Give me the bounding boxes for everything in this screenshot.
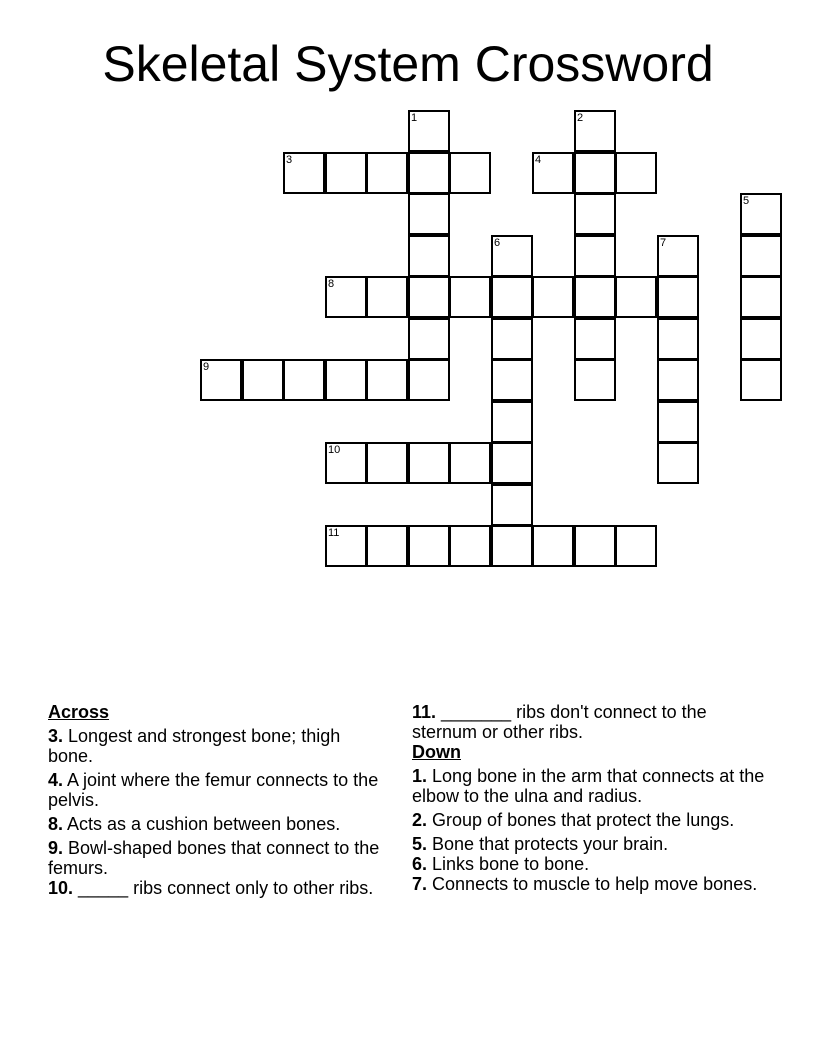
grid-cell-8[interactable]	[325, 276, 367, 318]
grid-cell[interactable]	[740, 235, 782, 277]
clue-text: _____ ribs connect only to other ribs.	[78, 878, 374, 898]
clue-number-label: 4	[535, 154, 542, 166]
grid-cell[interactable]	[615, 152, 657, 194]
down-heading: Down	[412, 742, 461, 762]
grid-cell[interactable]	[574, 235, 616, 277]
down-clue-6	[412, 854, 772, 874]
grid-cell-2[interactable]	[574, 110, 616, 152]
clue-number: 4.	[48, 770, 64, 790]
clue-number-label: 1	[411, 112, 418, 124]
clue-number-label: 2	[577, 112, 584, 124]
clue-text: Connects to muscle to help move bones.	[432, 874, 758, 894]
grid-cell[interactable]	[408, 276, 450, 318]
grid-cell[interactable]	[740, 276, 782, 318]
across-clue-3	[48, 726, 388, 766]
grid-cell[interactable]	[574, 276, 616, 318]
grid-cell[interactable]	[491, 359, 533, 401]
grid-cell-6[interactable]	[491, 235, 533, 277]
grid-cell[interactable]	[408, 193, 450, 235]
grid-cell[interactable]	[449, 152, 491, 194]
grid-cell[interactable]	[366, 442, 408, 484]
grid-cell-1[interactable]	[408, 110, 450, 152]
grid-cell[interactable]	[408, 525, 450, 567]
grid-cell-7[interactable]	[657, 235, 699, 277]
grid-cell[interactable]	[532, 525, 574, 567]
clue-text: Longest and strongest bone; thigh bone.	[48, 726, 341, 766]
clue-number: 8.	[48, 814, 64, 834]
grid-cell[interactable]	[449, 276, 491, 318]
grid-cell[interactable]	[408, 359, 450, 401]
grid-cell[interactable]	[408, 442, 450, 484]
clue-text: _______ ribs don't connect to the sternum or other ribs.	[412, 702, 707, 742]
grid-cell[interactable]	[574, 152, 616, 194]
clue-number: 2.	[412, 810, 428, 830]
clue-text: A joint where the femur connects to the pelvis.	[48, 770, 379, 810]
grid-cell[interactable]	[449, 525, 491, 567]
down-clue-1	[412, 766, 772, 806]
clue-number: 10.	[48, 878, 74, 898]
grid-cell-5[interactable]	[740, 193, 782, 235]
clue-number-label: 3	[286, 154, 293, 166]
grid-cell[interactable]	[408, 152, 450, 194]
grid-cell-10[interactable]	[325, 442, 367, 484]
clue-number-label: 11	[328, 527, 340, 539]
grid-cell[interactable]	[491, 442, 533, 484]
grid-cell[interactable]	[574, 193, 616, 235]
clues-left-column	[48, 702, 388, 902]
grid-cell-11[interactable]	[325, 525, 367, 567]
clue-number-label: 10	[328, 444, 341, 456]
clue-text: Group of bones that protect the lungs.	[432, 810, 735, 830]
page-title: Skeletal System Crossword	[102, 36, 714, 92]
grid-cell[interactable]	[657, 442, 699, 484]
grid-cell[interactable]	[657, 359, 699, 401]
grid-cell[interactable]	[366, 359, 408, 401]
grid-cell[interactable]	[740, 359, 782, 401]
down-clue-7	[412, 874, 772, 894]
grid-cell[interactable]	[574, 525, 616, 567]
grid-cell-4[interactable]	[532, 152, 574, 194]
across-clue-10	[48, 878, 388, 898]
clue-number-label: 7	[660, 237, 667, 249]
clue-number: 6.	[412, 854, 428, 874]
across-clue-4	[48, 770, 388, 810]
grid-cell[interactable]	[615, 276, 657, 318]
across-clue-11	[412, 702, 772, 742]
across-heading: Across	[48, 702, 110, 722]
grid-cell[interactable]	[491, 525, 533, 567]
grid-cell[interactable]	[408, 318, 450, 360]
grid-cell-3[interactable]	[283, 152, 325, 194]
down-clue-2	[412, 810, 772, 830]
grid-cell[interactable]	[740, 318, 782, 360]
grid-cell[interactable]	[532, 276, 574, 318]
grid-cell[interactable]	[657, 401, 699, 443]
down-clue-5	[412, 834, 772, 854]
grid-cell[interactable]	[366, 525, 408, 567]
clue-text: Bone that protects your brain.	[432, 834, 669, 854]
grid-cell[interactable]	[242, 359, 284, 401]
grid-cell[interactable]	[491, 401, 533, 443]
clue-text: Links bone to bone.	[432, 854, 590, 874]
grid-cell[interactable]	[366, 276, 408, 318]
grid-cell[interactable]	[449, 442, 491, 484]
clue-text: Acts as a cushion between bones.	[67, 814, 341, 834]
clue-number-label: 8	[328, 278, 335, 290]
across-clue-8	[48, 814, 388, 834]
clue-text: Bowl-shaped bones that connect to the femurs.	[48, 838, 380, 878]
grid-cell[interactable]	[408, 235, 450, 277]
grid-cell[interactable]	[657, 276, 699, 318]
clue-number: 9.	[48, 838, 64, 858]
grid-cell[interactable]	[366, 152, 408, 194]
grid-cell[interactable]	[615, 525, 657, 567]
clue-number-label: 9	[203, 361, 210, 373]
clues-right-column	[412, 702, 772, 898]
grid-cell[interactable]	[325, 359, 367, 401]
clue-number: 7.	[412, 874, 428, 894]
grid-cell[interactable]	[491, 276, 533, 318]
grid-cell[interactable]	[491, 318, 533, 360]
grid-cell[interactable]	[574, 359, 616, 401]
grid-cell[interactable]	[325, 152, 367, 194]
clue-number: 3.	[48, 726, 64, 746]
clue-number: 11.	[412, 702, 437, 722]
grid-cell[interactable]	[657, 318, 699, 360]
grid-cell[interactable]	[491, 484, 533, 526]
clue-number-label: 6	[494, 237, 501, 249]
clue-text: Long bone in the arm that connects at the elbow to the ulna and radius.	[412, 766, 765, 806]
grid-cell[interactable]	[283, 359, 325, 401]
grid-cell[interactable]	[574, 318, 616, 360]
clue-number: 5.	[412, 834, 428, 854]
across-clue-9	[48, 838, 388, 878]
clue-number-label: 5	[743, 195, 750, 207]
clue-number: 1.	[412, 766, 428, 786]
grid-cell-9[interactable]	[200, 359, 242, 401]
